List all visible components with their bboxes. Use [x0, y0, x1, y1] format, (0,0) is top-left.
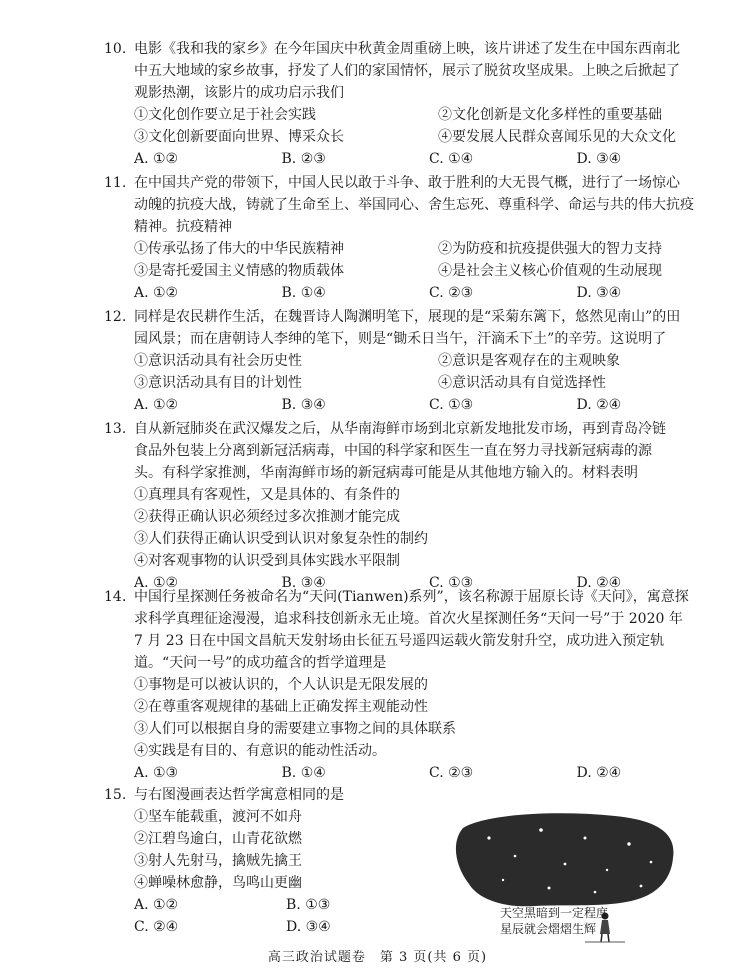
star-icon	[502, 879, 504, 881]
statement: ①文化创作要立足于社会实践	[134, 107, 316, 123]
statement: ②文化创新是文化多样性的重要基础	[438, 107, 662, 123]
choice-a: A. ①②	[134, 897, 179, 913]
question-number: 10.	[104, 41, 127, 57]
question-stem-line: 电影《我和我的家乡》在今年国庆中秋黄金周重磅上映，该片讲述了发生在中国东西南北	[134, 41, 680, 57]
statement: ③文化创新要面向世界、博采众长	[134, 129, 344, 145]
question-number: 15.	[104, 787, 127, 803]
statement: ③意识活动具有目的计划性	[134, 375, 302, 391]
question-11	[104, 172, 724, 304]
question-stem-line: 自从新冠肺炎在武汉爆发之后，从华南海鲜市场到北京新发地批发市场，再到青岛冷链	[134, 421, 666, 437]
star-icon	[627, 842, 630, 845]
statement: ③射人先射马，擒贼先擒王	[134, 853, 302, 869]
star-icon	[606, 869, 608, 871]
page-footer: 高三政治试题卷 第 3 页(共 6 页)	[267, 950, 488, 965]
answer-choices	[104, 894, 444, 916]
statement: ③人们可以根据自身的需要建立事物之间的具体联系	[134, 721, 456, 737]
star-icon	[539, 828, 543, 832]
statement: ④实践是有目的、有意识的能动性活动。	[134, 743, 386, 759]
answer-choices	[104, 916, 444, 938]
choice-c: C. ②④	[134, 919, 179, 935]
statement: ④意识活动具有自觉选择性	[438, 375, 606, 391]
choice-d: D. ③④	[576, 285, 622, 301]
statement: ④对客观事物的认识受到具体实践水平限制	[134, 553, 400, 569]
statement: ④蝉噪林愈静，鸟鸣山更幽	[134, 875, 302, 891]
statement: ①事物是可以被认识的，个人认识是无限发展的	[134, 677, 428, 693]
statement: ②在尊重客观规律的基础上正确发挥主观能动性	[134, 699, 428, 715]
question-stem-line: 同样是农民耕作生活，在魏晋诗人陶渊明笔下，展现的是“采菊东篱下，悠然见南山”的田	[134, 309, 681, 325]
statement-row	[104, 126, 724, 148]
choice-c: C. ①④	[429, 151, 474, 167]
statement: ③人们获得正确认识受到认识对象复杂性的制约	[134, 531, 428, 547]
choice-c: C. ②③	[429, 285, 474, 301]
choice-a: A. ①②	[134, 285, 179, 301]
question-stem-line: 园风景；而在唐朝诗人李绅的笔下，则是“锄禾日当午，汗滴禾下土”的辛劳。这说明了	[134, 331, 667, 347]
question-12	[104, 306, 724, 416]
statement-row	[104, 372, 724, 394]
question-13	[104, 418, 724, 594]
star-icon	[640, 885, 643, 888]
choice-a: A. ①②	[134, 151, 179, 167]
statement: ④是社会主义核心价值观的生动展现	[438, 263, 662, 279]
question-stem-line: 道。“天问一号”的成功蕴含的哲学道理是	[134, 655, 387, 671]
choice-b: B. ①④	[281, 765, 326, 781]
choice-b: B. ③④	[281, 397, 326, 413]
statement: ②意识是客观存在的主观映象	[438, 353, 620, 369]
star-icon	[548, 887, 551, 890]
choice-b: B. ③④	[281, 575, 326, 591]
statement: ①真理具有客观性，又是具体的、有条件的	[134, 487, 400, 503]
choice-d: D. ②④	[576, 765, 622, 781]
statement: ②为防疫和抗疫提供强大的智力支持	[438, 241, 662, 257]
statement: ②获得正确认识必须经过多次推测才能完成	[134, 509, 400, 525]
star-icon	[514, 855, 517, 858]
statement-row	[104, 104, 724, 126]
question-number: 11.	[104, 175, 127, 191]
question-stem-line: 观影热潮，该影片的成功启示我们	[134, 85, 344, 101]
choice-b: B. ②③	[281, 151, 326, 167]
statement-row	[104, 238, 724, 260]
question-stem-line: 头。有科学家推测，华南海鲜市场的新冠病毒可能是从其他地方输入的。材料表明	[134, 465, 638, 481]
choice-d: D. ③④	[286, 919, 331, 935]
choice-d: D. ③④	[576, 151, 622, 167]
question-number: 12.	[104, 309, 127, 325]
star-icon	[584, 837, 587, 840]
choice-c: C. ①③	[429, 397, 474, 413]
choice-d: D. ②④	[576, 397, 622, 413]
question-stem-line: 中五大地域的家乡故事，抒发了人们的家国情怀，展示了脱贫攻坚成果。上映之后掀起了	[134, 63, 680, 79]
cartoon-caption	[500, 905, 608, 937]
question-10	[104, 38, 724, 170]
question-15	[104, 784, 444, 938]
question-stem-line: 求科学真理征途漫漫，追求科技创新永无止境。首次火星探测任务“天问一号”于 2020 年	[134, 611, 683, 627]
statement: ①传承弘扬了伟大的中华民族精神	[134, 241, 344, 257]
question-14	[104, 586, 724, 784]
statement: ②江碧鸟逾白，山青花欲燃	[134, 831, 302, 847]
answer-choices	[104, 282, 724, 304]
question-number: 13.	[104, 421, 127, 437]
question-stem-line: 中国行星探测任务被命名为“天问(Tianwen)系列”，该名称源于屈原长诗《天问》，寓意探	[134, 589, 689, 605]
question-stem-line: 在中国共产党的带领下，中国人民以敢于斗争、敢于胜利的大无畏气概，进行了一场惊心	[134, 175, 680, 191]
star-icon	[650, 861, 653, 864]
statement-row	[104, 260, 724, 282]
choice-a: A. ①③	[134, 765, 179, 781]
star-icon	[594, 891, 597, 894]
choice-c: C. ①③	[429, 575, 474, 591]
choice-b: B. ①④	[281, 285, 326, 301]
choice-b: B. ①③	[286, 897, 331, 913]
choice-a: A. ①②	[134, 397, 179, 413]
statement: ③是寄托爱国主义情感的物质载体	[134, 263, 344, 279]
question-stem-line: 食品外包装上分离到新冠活病毒，中国的科学家和医生一直在努力寻找新冠病毒的源	[134, 443, 652, 459]
statement: ①意识活动具有社会历史性	[134, 353, 302, 369]
caption-line: 星辰就会熠熠生辉	[500, 922, 597, 936]
answer-choices	[104, 394, 724, 416]
star-icon	[564, 863, 567, 866]
question-stem-line: 动魄的抗疫大战，铸就了生命至上、举国同心、舍生忘死、尊重科学、命运与共的伟大抗疫	[134, 197, 694, 213]
question-stem-line: 精神。抗疫精神	[134, 219, 232, 235]
choice-a: A. ①②	[134, 575, 179, 591]
question-number: 14.	[104, 589, 127, 605]
caption-line: 天空黑暗到一定程度	[500, 906, 609, 920]
answer-choices	[104, 148, 724, 170]
choice-c: C. ②③	[429, 765, 474, 781]
answer-choices	[104, 762, 724, 784]
statement-row	[104, 350, 724, 372]
choice-d: D. ②④	[576, 575, 622, 591]
dark-sky-shape	[456, 813, 674, 906]
question-stem-line: 与右图漫画表达哲学寓意相同的是	[134, 787, 344, 803]
statement: ①坚车能载重，渡河不如舟	[134, 809, 302, 825]
star-icon	[487, 836, 490, 839]
question-stem-line: 7 月 23 日在中国文昌航天发射场由长征五号遥四运载火箭发射升空，成功进入预定轨	[134, 633, 665, 649]
statement: ④要发展人民群众喜闻乐见的大众文化	[438, 129, 676, 145]
